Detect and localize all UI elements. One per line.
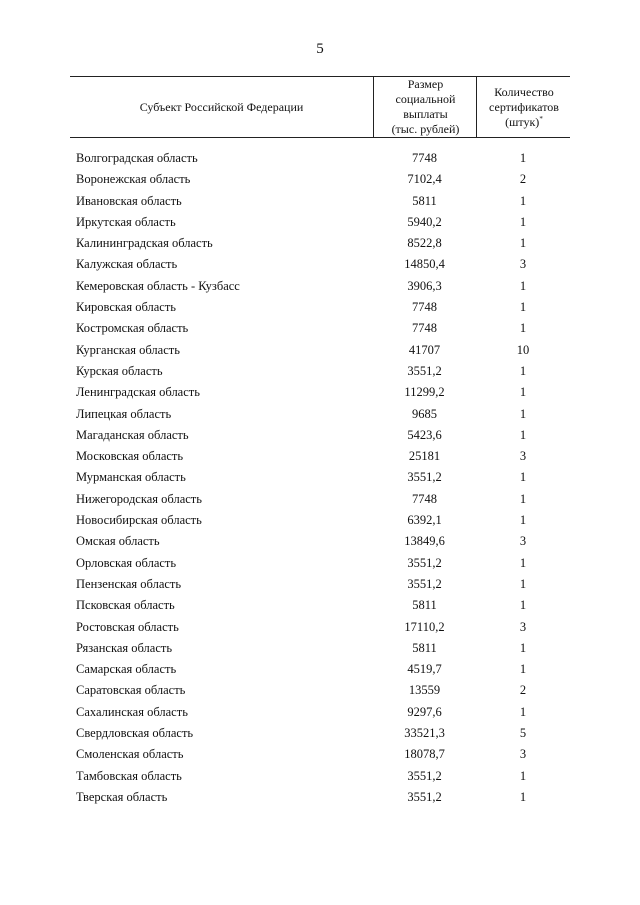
cell-count: 3 <box>519 747 527 762</box>
table-row <box>70 659 570 680</box>
table-row <box>70 531 570 552</box>
cell-count: 1 <box>519 470 527 485</box>
cell-subject: Нижегородская область <box>76 491 202 506</box>
cell-count: 1 <box>519 662 527 677</box>
table-row <box>70 744 570 765</box>
cell-amount: 7748 <box>412 491 437 506</box>
cell-subject: Сахалинская область <box>76 704 188 719</box>
cell-count: 1 <box>519 768 527 783</box>
cell-count: 1 <box>519 789 527 804</box>
cell-amount: 8522,8 <box>407 236 442 251</box>
cell-count: 1 <box>519 236 527 251</box>
table-row <box>70 617 570 638</box>
cell-count: 2 <box>519 683 527 698</box>
cell-subject: Ростовская область <box>76 619 179 634</box>
cell-amount: 5811 <box>412 640 437 655</box>
cell-subject: Калининградская область <box>76 236 213 251</box>
cell-count: 1 <box>519 278 527 293</box>
cell-amount: 6392,1 <box>407 513 442 528</box>
cell-subject: Воронежская область <box>76 172 191 187</box>
cell-count: 3 <box>519 257 527 272</box>
cell-count: 1 <box>519 427 527 442</box>
table-row <box>70 425 570 446</box>
cell-subject: Псковская область <box>76 598 175 613</box>
cell-subject: Самарская область <box>76 662 177 677</box>
cell-subject: Новосибирская область <box>76 513 202 528</box>
table-row <box>70 212 570 233</box>
table-header <box>70 76 570 138</box>
cell-amount: 41707 <box>408 342 441 357</box>
footnote-mark: * <box>539 114 543 123</box>
cell-subject: Ленинградская область <box>76 385 200 400</box>
cell-amount: 13849,6 <box>404 534 445 549</box>
table-row <box>70 638 570 659</box>
cell-count: 1 <box>519 513 527 528</box>
table-row <box>70 680 570 701</box>
table-row <box>70 787 570 808</box>
cell-count: 3 <box>519 534 527 549</box>
cell-count: 1 <box>519 640 527 655</box>
cell-subject: Смоленская область <box>76 747 184 762</box>
cell-count: 3 <box>519 619 527 634</box>
cell-count: 1 <box>519 214 527 229</box>
cell-subject: Свердловская область <box>76 726 194 741</box>
cell-count: 1 <box>519 385 527 400</box>
table-row <box>70 233 570 254</box>
table-row <box>70 276 570 297</box>
cell-amount: 3906,3 <box>407 278 442 293</box>
table-row <box>70 191 570 212</box>
cell-amount: 3551,2 <box>407 555 442 570</box>
cell-subject: Курская область <box>76 363 163 378</box>
table-row <box>70 148 570 169</box>
cell-subject: Курганская область <box>76 342 180 357</box>
table-row <box>70 467 570 488</box>
cell-amount: 33521,3 <box>404 726 445 741</box>
cell-count: 1 <box>519 151 527 165</box>
table-row <box>70 318 570 339</box>
cell-subject: Липецкая область <box>76 406 172 421</box>
cell-amount: 7748 <box>412 300 437 315</box>
cell-subject: Ивановская область <box>76 193 182 208</box>
cell-amount: 5811 <box>412 598 437 613</box>
cell-count: 1 <box>519 704 527 719</box>
cell-amount: 3551,2 <box>407 363 442 378</box>
column-header-count-label <box>489 85 559 130</box>
cell-subject: Волгоградская область <box>76 151 198 165</box>
cell-subject: Омская область <box>76 534 160 549</box>
cell-subject: Иркутская область <box>76 214 176 229</box>
cell-amount: 9685 <box>412 406 437 421</box>
table-row <box>70 404 570 425</box>
column-header-count <box>476 77 571 137</box>
table-row <box>70 382 570 403</box>
cell-count: 1 <box>519 406 527 421</box>
cell-amount: 25181 <box>408 449 441 464</box>
cell-subject: Саратовская область <box>76 683 186 698</box>
table-row <box>70 510 570 531</box>
column-header-subject <box>70 77 373 137</box>
cell-subject: Кировская область <box>76 300 177 315</box>
table-row <box>70 361 570 382</box>
cell-subject: Кемеровская область - Кузбасс <box>76 278 240 293</box>
cell-subject: Магаданская область <box>76 427 189 442</box>
column-header-amount <box>373 77 477 137</box>
table-row <box>70 340 570 361</box>
table-row <box>70 489 570 510</box>
column-header-subject-label: Субъект Российской Федерации <box>139 99 304 114</box>
cell-amount: 7748 <box>412 151 437 165</box>
cell-amount: 7102,4 <box>407 172 442 187</box>
table-row <box>70 169 570 190</box>
cell-amount: 3551,2 <box>407 576 442 591</box>
table-row <box>70 553 570 574</box>
cell-amount: 14850,4 <box>404 257 445 272</box>
cell-amount: 5940,2 <box>407 214 442 229</box>
cell-count: 1 <box>519 363 527 378</box>
cell-amount: 4519,7 <box>407 662 442 677</box>
table-row <box>70 702 570 723</box>
cell-amount: 3551,2 <box>407 789 442 804</box>
cell-subject: Тамбовская область <box>76 768 182 783</box>
cell-amount: 18078,7 <box>404 747 445 762</box>
column-header-amount-label: Размер социальной выплаты (тыс. рублей) <box>391 77 460 136</box>
table-row <box>70 595 570 616</box>
cell-subject: Калужская область <box>76 257 178 272</box>
cell-subject: Тверская область <box>76 789 168 804</box>
cell-count: 10 <box>516 342 530 357</box>
cell-count: 1 <box>519 555 527 570</box>
table-row <box>70 254 570 275</box>
table-row <box>70 574 570 595</box>
cell-amount: 13559 <box>408 683 441 698</box>
cell-amount: 5423,6 <box>407 427 442 442</box>
cell-amount: 11299,2 <box>404 385 445 400</box>
cell-amount: 7748 <box>412 321 437 336</box>
cell-count: 1 <box>519 576 527 591</box>
cell-count: 3 <box>519 449 527 464</box>
table-row <box>70 723 570 744</box>
cell-subject: Костромская область <box>76 321 189 336</box>
cell-subject: Рязанская область <box>76 640 173 655</box>
cell-count: 5 <box>519 726 527 741</box>
cell-count: 1 <box>519 491 527 506</box>
cell-amount: 17110,2 <box>404 619 445 634</box>
cell-subject: Мурманская область <box>76 470 186 485</box>
column-header-count-text: Количество сертификатов (штук) <box>489 84 559 129</box>
table-row <box>70 446 570 467</box>
cell-subject: Московская область <box>76 449 184 464</box>
table-row <box>70 766 570 787</box>
table-row <box>70 297 570 318</box>
cell-amount: 3551,2 <box>407 470 442 485</box>
cell-count: 1 <box>519 193 527 208</box>
cell-count: 1 <box>519 598 527 613</box>
cell-amount: 5811 <box>412 193 437 208</box>
cell-subject: Пензенская область <box>76 576 182 591</box>
cell-count: 2 <box>519 172 527 187</box>
cell-amount: 9297,6 <box>407 704 442 719</box>
page-number: 5 <box>316 41 324 57</box>
cell-subject: Орловская область <box>76 555 177 570</box>
cell-count: 1 <box>519 321 527 336</box>
cell-count: 1 <box>519 300 527 315</box>
cell-amount: 3551,2 <box>407 768 442 783</box>
table-body <box>70 148 570 808</box>
